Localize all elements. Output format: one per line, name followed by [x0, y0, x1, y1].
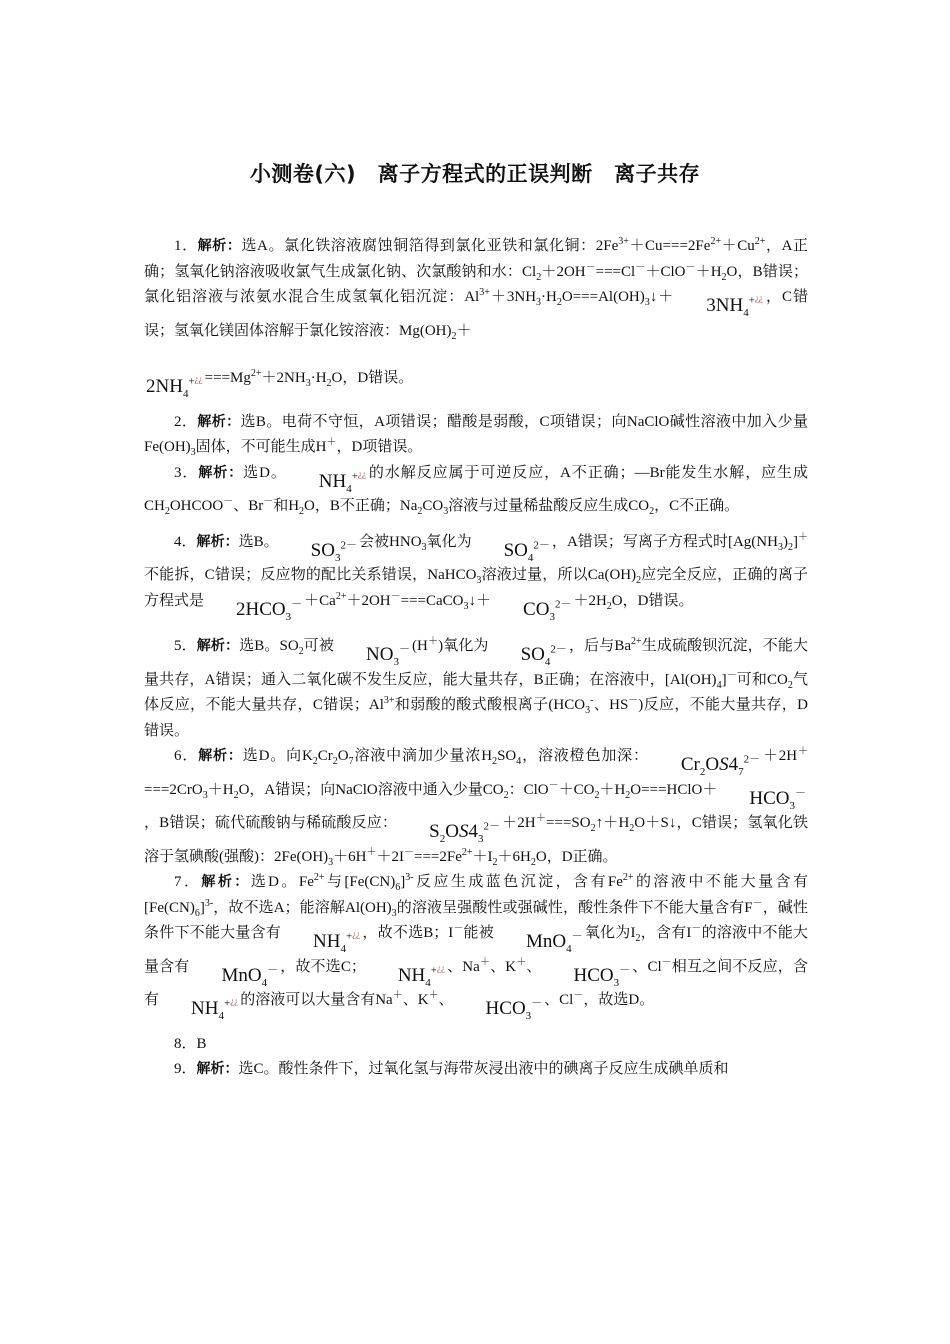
formula-ammonium: $3NH_4^{+¿¿}$: [706, 293, 763, 319]
formula-ammonium: $2NH_4^{+¿¿}$: [146, 374, 203, 400]
formula-bicarbonate: $HCO_3^-$: [573, 964, 631, 989]
formula-dichromate: $Cr_2OS4_7^{2-}$: [680, 753, 761, 778]
formula-permanganate: MnO$_4$－: [525, 930, 583, 955]
formula-ammonium: $NH_4^{+¿¿}$: [397, 962, 445, 989]
formula-thiosulfate: $S_2OS4_3^{2-}$: [429, 820, 500, 845]
item-number: 2．: [174, 413, 198, 430]
formula-sulfate: $SO_4^{2-}$: [503, 539, 550, 564]
item-heading: 解析：: [196, 638, 240, 654]
item-heading: 解析：: [198, 464, 244, 481]
formula-ammonium: $NH_4^{+¿¿}$: [313, 929, 361, 955]
item-number: 6．: [174, 748, 199, 764]
item-heading: 解析：: [201, 874, 251, 890]
formula-ammonium: $NH_4^{+¿¿}$: [191, 996, 239, 1022]
item-number: 5．: [174, 638, 197, 654]
answer-item-9: [144, 1057, 808, 1083]
formula-sulfite: $SO_3^{2-}$: [310, 539, 357, 564]
item-heading: 解析：: [196, 533, 239, 550]
answer-item-3: 3．解析：选D。 $NH_4^{+¿¿}$ 的水解反应属于可逆反应，A不正确；—Br能发生水解，应生成$CH_2OHCOO^-$、Br－和$H_2O$，B不正确；$Na_2CO_3$溶液与过量稀盐酸反应生成$CO_2$，C不正确。: [144, 461, 808, 520]
answer-item-8: [144, 1032, 808, 1058]
item-number: 3．: [174, 464, 199, 481]
answer-item-5: 5．解析：选B。$SO_2$可被 $NO_3^-$ (H＋)氧化为 $SO_4^{2-}$ ，后与$Ba^{2+}$生成硫酸钡沉淀，不能大量共存，A错误；通入二氧化碳不发生反应，能大量共存，B正确；在溶液中，$[Al(OH)_4]^-$可和$CO_2$气体反应，不能大量共存，C错误；$Al^{3+}$和弱酸的酸式酸根离子($HCO_3^-$、HS－)反应，不能大量共存，D错误。: [144, 636, 808, 739]
item-number: 1．: [174, 238, 198, 254]
item-heading: 解析：: [197, 413, 241, 430]
page-title: 小测卷(六) 离子方程式的正误判断 离子共存: [249, 162, 701, 186]
item-number: 4．: [174, 533, 197, 550]
answer-item-7: 7．解析：选D。$Fe^{2+}$与$[Fe(CN)_6]^{3-}$反应生成蓝色沉淀，含有$Fe^{2+}$的溶液中不能大量含有$[Fe(CN)_6]^{3-}$，故不选A；能溶解$Al(OH)_3$的溶液呈强酸性或强碱性，酸性条件下不能大量含有F－，碱性条件下不能大量含有 $NH_4^{+¿¿}$ ，故不选B；I－能被 MnO$_4$－ 氧化为$I_2$，含有I－的溶液中不能大量含有 MnO$_4$－ ，故不选C； $NH_4^{+¿¿}$ 、Na＋、K＋、 $HCO_3^-$ 、Cl－相互之间不反应，含有 $NH_4^{+¿¿}$ 的溶液可以大量含有Na＋、K＋、 $HCO_3^-$ 、Cl－，故选D。: [144, 872, 808, 1022]
formula-bicarbonate: $HCO_3^-$: [749, 787, 806, 812]
formula-ammonium: $NH_4^{+¿¿}$: [318, 468, 366, 495]
formula-sulfate: $SO_4^{2-}$: [520, 643, 567, 668]
formula-carbonate: $CO_3^{2-}$: [523, 598, 572, 623]
formula-bicarbonate: $HCO_3^-$: [485, 997, 543, 1022]
item-number: 7．: [174, 874, 202, 890]
item-heading: 解析：: [196, 1061, 239, 1077]
formula-nitrate: $NO_3^-$: [366, 643, 410, 668]
formula-permanganate: MnO$_4$－: [221, 964, 279, 989]
answer-item-6: 6．解析：选D。向$K_2Cr_2O_7$溶液中滴加少量浓$H_2SO_4$，溶液橙色加深： $Cr_2OS4_7^{2-} +2H^+===2CrO_3+H_2O$，A错误；向NaClO溶液中通入少量$CO_2$：$ClO^-+CO_2+H_2O===HClO+ HCO_3^-$，B错误；硫代硫酸钠与稀硫酸反应： $S_2OS4_3^{2-}$ $+2H^+===SO_2↑+H_2O+S↓$，C错误；氢氧化铁溶于氢碘酸(强酸)：$2Fe(OH)_3+6H^++2I^-===2Fe^{2+}+I_2+6H_2O$，D正确。: [144, 746, 808, 868]
item-number: 9．: [174, 1061, 197, 1077]
item-heading: 解析：: [197, 238, 242, 254]
answer-item-2: 2．解析：选B。电荷不守恒，A项错误；醋酸是弱酸，C项错误；向NaClO碱性溶液中加入少量$Fe(OH)_3$固体，不可能生成H＋，D项错误。: [144, 413, 808, 458]
item-text: 选C。酸性条件下，过氧化氢与海带灰浸出液中的碘离子反应生成碘单质和: [238, 1061, 729, 1077]
answer-item-1-cont: $2NH_4^{+¿¿} ===Mg^{2+}+2NH_3\cdot H_2O$，D错误。: [146, 368, 414, 400]
item-heading: 解析：: [198, 748, 243, 764]
answer-item-1: 1．解析：选A。氯化铁溶液腐蚀铜箔得到氯化亚铁和氯化铜：$2Fe^{3+}+Cu===2Fe^{2+}+Cu^{2+}$，A正确；氢氧化钠溶液吸收氯气生成氯化钠、次氯酸钠和水：$Cl_2+2OH^-===Cl^-+ClO^-+H_2O$，B错误；氯化铝溶液与浓氨水混合生成氢氧化铝沉淀：$Al^{3+}+3NH_3\cdot H_2O===Al(OH)_3↓+ 3NH_4^{+¿¿}$ ，C错误；氢氧化镁固体溶解于氯化铵溶液：$Mg(OH)_2+$: [144, 236, 808, 342]
answer-item-4: 4．解析：选B。 $SO_3^{2-}$ 会被$HNO_3$氧化为 $SO_4^{2-}$ ，A错误；写离子方程式时$[Ag(NH_3)_2]^+$不能拆，C错误；反应物的配比关系错误，NaHCO$_3$溶液过量，所以$Ca(OH)_2$应完全反应，正确的离子方程式是 $2HCO_3^-$ $+Ca^{2+}+2OH^-===CaCO_3↓+ CO_3^{2-} +2H_2O$，D错误。: [144, 531, 808, 623]
item-number: 8．: [174, 1035, 197, 1052]
formula-bicarbonate: $2HCO_3^-$: [236, 598, 303, 623]
item-answer: B: [196, 1035, 207, 1052]
answer-content: [144, 234, 808, 1083]
